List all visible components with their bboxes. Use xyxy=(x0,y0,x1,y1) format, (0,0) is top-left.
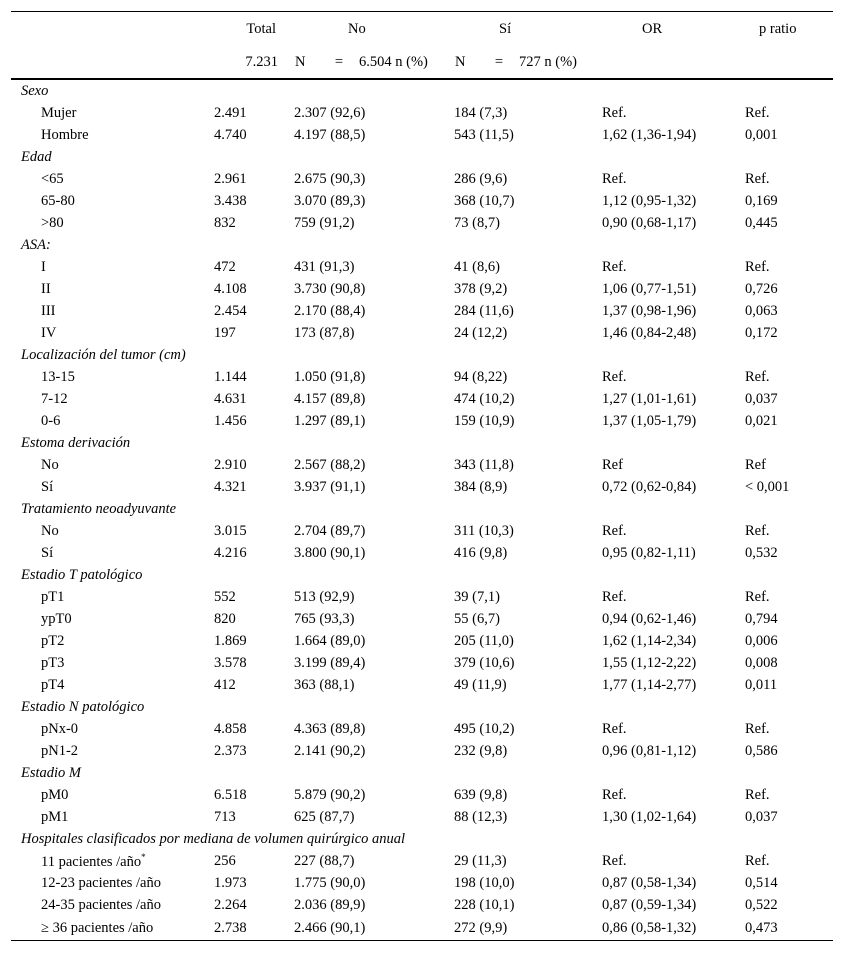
cell-or: 0,94 (0,62-1,46) xyxy=(602,610,697,627)
row-label-text: pT4 xyxy=(41,676,65,693)
cell-si: 368 (10,7) xyxy=(454,192,515,209)
cell-or: Ref. xyxy=(602,522,627,539)
cell-or: 0,86 (0,58-1,32) xyxy=(592,916,739,941)
cell-or: 0,95 (0,82-1,11) xyxy=(602,544,696,561)
row-label xyxy=(11,212,204,234)
cell-no: 2.466 (90,1) xyxy=(284,916,444,941)
header-empty-2 xyxy=(11,46,204,79)
cell-total: 3.438 xyxy=(214,192,247,209)
cell-total: 832 xyxy=(214,214,236,231)
row-label-text: >80 xyxy=(41,214,64,231)
table-row xyxy=(11,652,833,674)
cell-total: 4.631 xyxy=(214,390,247,407)
row-label-text: 0-6 xyxy=(41,412,61,429)
cell-or: 1,12 (0,95-1,32) xyxy=(602,192,697,209)
row-label xyxy=(11,586,204,608)
header-si-n xyxy=(444,46,592,79)
row-label-text: ≥ 36 pacientes /año xyxy=(41,919,154,936)
cell-total: 2.910 xyxy=(214,456,247,473)
header-no: No xyxy=(284,12,444,47)
results-table-container xyxy=(11,11,833,941)
cell-no: 759 (91,2) xyxy=(294,214,355,231)
cell-total: 2.491 xyxy=(214,104,247,121)
cell-no: 625 (87,7) xyxy=(294,808,355,825)
cell-total: 1.456 xyxy=(214,412,247,429)
cell-or: 0,90 (0,68-1,17) xyxy=(602,214,697,231)
row-label-text: 24-35 pacientes /año xyxy=(41,896,161,913)
cell-si: 232 (9,8) xyxy=(454,742,508,759)
cell-total: 1.144 xyxy=(214,368,247,385)
cell-si: 49 (11,9) xyxy=(454,676,507,693)
table-row xyxy=(11,586,833,608)
row-label xyxy=(11,388,204,410)
cell-total: 2.373 xyxy=(214,742,247,759)
cell-total: 2.738 xyxy=(204,916,284,941)
table-row xyxy=(11,366,833,388)
cell-total: 6.518 xyxy=(214,786,247,803)
cell-or: Ref. xyxy=(602,258,627,275)
cell-total: 412 xyxy=(214,676,236,693)
cell-no: 3.937 (91,1) xyxy=(294,478,366,495)
section-header-row xyxy=(11,828,833,850)
cell-p: 0,473 xyxy=(739,916,833,941)
cell-no: 227 (88,7) xyxy=(294,852,355,869)
cell-no: 431 (91,3) xyxy=(294,258,355,275)
cell-si: 94 (8,22) xyxy=(454,368,508,385)
row-label-text: pT3 xyxy=(41,654,65,671)
section-header-row xyxy=(11,79,833,102)
cell-total: 3.015 xyxy=(214,522,247,539)
cell-p: Ref. xyxy=(745,720,770,737)
section-title: Hospitales clasificados por mediana de volumen quirúrgico anual xyxy=(21,830,406,847)
row-label-text: pN1-2 xyxy=(41,742,79,759)
cell-si: 286 (9,6) xyxy=(454,170,508,187)
cell-no: 2.567 (88,2) xyxy=(294,456,366,473)
cell-or: Ref. xyxy=(602,104,627,121)
row-label-text: Sí xyxy=(41,544,54,561)
cell-si: 55 (6,7) xyxy=(454,610,500,627)
header-or: OR xyxy=(592,12,739,47)
cell-p: 0,522 xyxy=(745,896,778,913)
row-label-text: Sí xyxy=(41,478,54,495)
table-row xyxy=(11,256,833,278)
row-label-text: II xyxy=(41,280,51,297)
cell-no: 765 (93,3) xyxy=(294,610,355,627)
header-total: Total xyxy=(204,12,284,47)
cell-si: 184 (7,3) xyxy=(454,104,508,121)
row-label-text: No xyxy=(41,522,59,539)
cell-total: 820 xyxy=(214,610,236,627)
cell-p: Ref. xyxy=(745,170,770,187)
cell-si: 24 (12,2) xyxy=(454,324,508,341)
cell-si: 379 (10,6) xyxy=(454,654,515,671)
cell-p: 0,021 xyxy=(745,412,778,429)
row-label xyxy=(11,608,204,630)
cell-or: 1,55 (1,12-2,22) xyxy=(602,654,697,671)
cell-total: 197 xyxy=(214,324,236,341)
cell-si: 272 (9,9) xyxy=(444,916,592,941)
row-label xyxy=(11,894,204,916)
cell-p: Ref. xyxy=(745,786,770,803)
cell-p: 0,445 xyxy=(745,214,778,231)
row-label xyxy=(11,630,204,652)
row-label xyxy=(11,256,204,278)
table-row xyxy=(11,388,833,410)
row-label xyxy=(11,674,204,696)
row-label-text: <65 xyxy=(41,170,64,187)
row-label-text: pNx-0 xyxy=(41,720,79,737)
cell-no: 2.307 (92,6) xyxy=(294,104,366,121)
row-label xyxy=(11,102,204,124)
row-label xyxy=(11,278,204,300)
section-header-row xyxy=(11,146,833,168)
table-row xyxy=(11,674,833,696)
cell-no: 4.363 (89,8) xyxy=(294,720,366,737)
row-label-text: IV xyxy=(41,324,57,341)
cell-p: 0,172 xyxy=(745,324,778,341)
header-empty xyxy=(11,12,204,47)
cell-si: 378 (9,2) xyxy=(454,280,508,297)
cell-no: 3.070 (89,3) xyxy=(294,192,366,209)
cell-no: 4.197 (88,5) xyxy=(294,126,366,143)
row-label xyxy=(11,322,204,344)
table-body xyxy=(11,79,833,941)
section-title: Sexo xyxy=(21,82,49,99)
cell-or: 1,37 (0,98-1,96) xyxy=(602,302,697,319)
cell-si: 205 (11,0) xyxy=(454,632,514,649)
header-row-counts xyxy=(11,46,833,79)
table-row xyxy=(11,718,833,740)
cell-no: 2.704 (89,7) xyxy=(294,522,366,539)
row-label-text: pT2 xyxy=(41,632,65,649)
cell-no: 2.036 (89,9) xyxy=(294,896,366,913)
cell-total: 2.961 xyxy=(214,170,247,187)
cell-or: 1,62 (1,36-1,94) xyxy=(602,126,697,143)
table-row xyxy=(11,630,833,652)
cell-no: 2.141 (90,2) xyxy=(294,742,366,759)
table-header xyxy=(11,12,833,80)
section-title: ASA: xyxy=(21,236,51,253)
cell-or: 1,37 (1,05-1,79) xyxy=(602,412,697,429)
cell-p: < 0,001 xyxy=(745,478,790,495)
table-row xyxy=(11,124,833,146)
cell-si: 39 (7,1) xyxy=(454,588,500,605)
cell-or: 0,72 (0,62-0,84) xyxy=(602,478,697,495)
cell-no: 3.199 (89,4) xyxy=(294,654,366,671)
row-label-text: Hombre xyxy=(41,126,89,143)
cell-p: Ref. xyxy=(745,104,770,121)
section-title: Localización del tumor (cm) xyxy=(21,346,186,363)
cell-si: 41 (8,6) xyxy=(454,258,500,275)
table-row xyxy=(11,168,833,190)
cell-total: 256 xyxy=(214,852,236,869)
row-label xyxy=(11,124,204,146)
cell-no: 5.879 (90,2) xyxy=(294,786,366,803)
cell-total: 552 xyxy=(214,588,236,605)
section-header-row xyxy=(11,696,833,718)
cell-no: 2.675 (90,3) xyxy=(294,170,366,187)
row-label-text: 7-12 xyxy=(41,390,68,407)
cell-no: 4.157 (89,8) xyxy=(294,390,366,407)
cell-or: 1,46 (0,84-2,48) xyxy=(602,324,697,341)
cell-or: 1,77 (1,14-2,77) xyxy=(602,676,697,693)
row-label xyxy=(11,454,204,476)
row-label-text: Mujer xyxy=(41,104,77,121)
cell-si: 159 (10,9) xyxy=(454,412,515,429)
cell-or: 1,27 (1,01-1,61) xyxy=(602,390,697,407)
section-title: Estadio N patológico xyxy=(21,698,145,715)
cell-no: 363 (88,1) xyxy=(294,676,355,693)
header-empty-4 xyxy=(739,46,833,79)
cell-si: 88 (12,3) xyxy=(454,808,508,825)
cell-p: 0,794 xyxy=(745,610,778,627)
table-row xyxy=(11,916,833,941)
table-row xyxy=(11,784,833,806)
cell-si: 29 (11,3) xyxy=(454,852,507,869)
cell-no: 2.170 (88,4) xyxy=(294,302,366,319)
cell-or: Ref. xyxy=(602,368,627,385)
cell-total: 2.454 xyxy=(214,302,247,319)
cell-no: 3.730 (90,8) xyxy=(294,280,366,297)
cell-no: 1.775 (90,0) xyxy=(294,874,366,891)
row-label xyxy=(11,542,204,564)
header-no-n xyxy=(284,46,444,79)
cell-total: 472 xyxy=(214,258,236,275)
cell-total: 4.321 xyxy=(214,478,247,495)
cell-p: 0,532 xyxy=(745,544,778,561)
table-row xyxy=(11,322,833,344)
header-no-n-label: N xyxy=(295,53,306,70)
cell-si: 228 (10,1) xyxy=(454,896,515,913)
cell-p: Ref. xyxy=(745,588,770,605)
table-row xyxy=(11,300,833,322)
section-title: Estoma derivación xyxy=(21,434,131,451)
row-label xyxy=(11,784,204,806)
cell-or: Ref. xyxy=(602,170,627,187)
row-label xyxy=(11,652,204,674)
cell-si: 495 (10,2) xyxy=(454,720,515,737)
cell-no: 513 (92,9) xyxy=(294,588,355,605)
cell-p: Ref. xyxy=(745,522,770,539)
cell-or: Ref. xyxy=(602,852,627,869)
table-row xyxy=(11,476,833,498)
cell-no: 1.297 (89,1) xyxy=(294,412,366,429)
cell-si: 639 (9,8) xyxy=(454,786,508,803)
table-row xyxy=(11,850,833,872)
cell-p: Ref. xyxy=(745,258,770,275)
cell-si: 384 (8,9) xyxy=(454,478,508,495)
row-label xyxy=(11,366,204,388)
row-label xyxy=(11,850,204,872)
section-header-row xyxy=(11,234,833,256)
section-header-row xyxy=(11,344,833,366)
row-label xyxy=(11,476,204,498)
cell-p: Ref. xyxy=(745,852,770,869)
section-header-row xyxy=(11,564,833,586)
table-row xyxy=(11,872,833,894)
table-row xyxy=(11,212,833,234)
row-label-text: pM0 xyxy=(41,786,69,803)
cell-p: 0,006 xyxy=(745,632,778,649)
cell-or: Ref. xyxy=(602,588,627,605)
cell-no: 1.664 (89,0) xyxy=(294,632,366,649)
cell-p: 0,063 xyxy=(745,302,778,319)
cell-p: 0,001 xyxy=(745,126,778,143)
cell-total: 3.578 xyxy=(214,654,247,671)
header-no-n-value: 6.504 n (%) xyxy=(359,53,428,70)
cell-p: 0,008 xyxy=(745,654,778,671)
section-title: Estadio T patológico xyxy=(21,566,143,583)
table-row xyxy=(11,190,833,212)
footnote-marker: * xyxy=(141,851,146,862)
section-title: Edad xyxy=(21,148,52,165)
header-p-ratio: p ratio xyxy=(739,12,833,47)
row-label xyxy=(11,410,204,432)
cell-p: 0,726 xyxy=(745,280,778,297)
table-row xyxy=(11,520,833,542)
table-row xyxy=(11,454,833,476)
table-row xyxy=(11,740,833,762)
section-header-row xyxy=(11,762,833,784)
cell-si: 543 (11,5) xyxy=(454,126,514,143)
cell-or: 0,87 (0,58-1,34) xyxy=(602,874,697,891)
row-label-text: No xyxy=(41,456,59,473)
table-row xyxy=(11,542,833,564)
row-label-text: 65-80 xyxy=(41,192,75,209)
row-label-text: pM1 xyxy=(41,808,69,825)
cell-or: Ref xyxy=(602,456,623,473)
cell-no: 173 (87,8) xyxy=(294,324,355,341)
cell-si: 343 (11,8) xyxy=(454,456,514,473)
cell-si: 284 (11,6) xyxy=(454,302,514,319)
section-header-row xyxy=(11,432,833,454)
cell-no: 1.050 (91,8) xyxy=(294,368,366,385)
cell-total: 4.216 xyxy=(214,544,247,561)
row-label-text: ypT0 xyxy=(41,610,72,627)
cell-or: Ref. xyxy=(602,720,627,737)
row-label-text: I xyxy=(41,258,46,275)
header-empty-3 xyxy=(592,46,739,79)
row-label xyxy=(11,916,204,941)
table-row xyxy=(11,806,833,828)
results-table xyxy=(11,11,833,941)
row-label xyxy=(11,718,204,740)
cell-total: 4.108 xyxy=(214,280,247,297)
cell-p: 0,011 xyxy=(745,676,778,693)
row-label-text: 11 pacientes /año xyxy=(41,853,142,870)
cell-si: 416 (9,8) xyxy=(454,544,508,561)
row-label xyxy=(11,806,204,828)
cell-total: 713 xyxy=(214,808,236,825)
section-title: Estadio M xyxy=(21,764,82,781)
header-total-n: 7.231 xyxy=(204,46,284,79)
cell-or: Ref. xyxy=(602,786,627,803)
row-label-text: pT1 xyxy=(41,588,65,605)
cell-si: 474 (10,2) xyxy=(454,390,515,407)
table-row xyxy=(11,102,833,124)
row-label-text: 13-15 xyxy=(41,368,75,385)
row-label xyxy=(11,872,204,894)
cell-p: Ref. xyxy=(745,368,770,385)
cell-or: 1,06 (0,77-1,51) xyxy=(602,280,697,297)
row-label-text: 12-23 pacientes /año xyxy=(41,874,161,891)
cell-total: 1.973 xyxy=(214,874,247,891)
cell-total: 1.869 xyxy=(214,632,247,649)
table-row xyxy=(11,894,833,916)
cell-si: 198 (10,0) xyxy=(454,874,515,891)
row-label xyxy=(11,190,204,212)
row-label xyxy=(11,300,204,322)
cell-p: 0,169 xyxy=(745,192,778,209)
table-row xyxy=(11,410,833,432)
header-si-n-value: 727 n (%) xyxy=(519,53,577,70)
cell-si: 73 (8,7) xyxy=(454,214,500,231)
row-label-text: III xyxy=(41,302,56,319)
header-si-eq: = xyxy=(494,53,504,70)
cell-total: 2.264 xyxy=(214,896,247,913)
row-label xyxy=(11,740,204,762)
cell-or: 1,30 (1,02-1,64) xyxy=(602,808,697,825)
cell-p: 0,037 xyxy=(745,808,778,825)
cell-or: 1,62 (1,14-2,34) xyxy=(602,632,697,649)
table-row xyxy=(11,278,833,300)
header-si: Sí xyxy=(444,12,592,47)
cell-total: 4.858 xyxy=(214,720,247,737)
cell-or: 0,96 (0,81-1,12) xyxy=(602,742,697,759)
section-header-row xyxy=(11,498,833,520)
cell-p: Ref xyxy=(745,456,766,473)
row-label xyxy=(11,168,204,190)
table-row xyxy=(11,608,833,630)
cell-or: 0,87 (0,59-1,34) xyxy=(602,896,697,913)
cell-total: 4.740 xyxy=(214,126,247,143)
cell-no: 3.800 (90,1) xyxy=(294,544,366,561)
header-row-labels xyxy=(11,12,833,47)
cell-si: 311 (10,3) xyxy=(454,522,514,539)
cell-p: 0,037 xyxy=(745,390,778,407)
section-title: Tratamiento neoadyuvante xyxy=(21,500,177,517)
header-no-eq: = xyxy=(334,53,344,70)
header-si-n-label: N xyxy=(455,53,466,70)
row-label xyxy=(11,520,204,542)
cell-p: 0,586 xyxy=(745,742,778,759)
cell-p: 0,514 xyxy=(745,874,778,891)
